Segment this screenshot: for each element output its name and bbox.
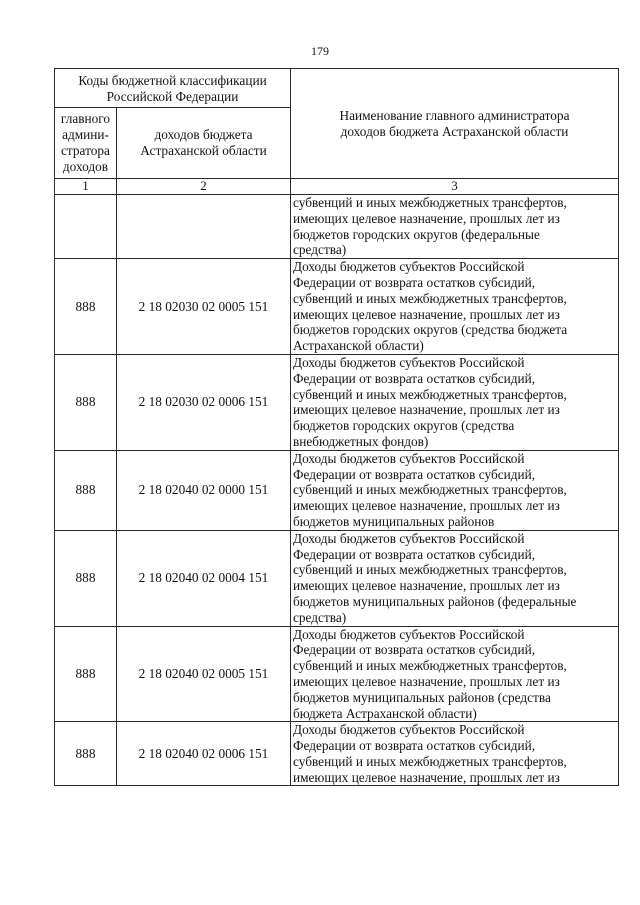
admin-code-cell — [55, 195, 117, 259]
revenue-name-line: имеющих целевое назначение, прошлых лет из — [293, 498, 560, 514]
revenue-name-line: имеющих целевое назначение, прошлых лет из — [293, 306, 560, 322]
revenue-name-cell — [291, 354, 619, 450]
revenue-name-line: Астраханской области) — [293, 338, 424, 354]
revenue-name-line: субвенций и иных межбюджетных трансфертов, — [293, 658, 567, 674]
column-number-2: 2 — [117, 179, 291, 195]
revenue-name-line: Федерации от возврата остатков субсидий, — [293, 274, 536, 290]
revenue-name-line: имеющих целевое назначение, прошлых лет из — [293, 769, 560, 785]
header-codes-group — [55, 69, 291, 108]
admin-code-cell: 888 — [55, 450, 117, 530]
revenue-name-line: имеющих целевое назначение, прошлых лет из — [293, 210, 560, 226]
page-number: 179 — [311, 44, 329, 58]
revenue-name-line: субвенций и иных межбюджетных трансфертов, — [293, 753, 567, 769]
revenue-name-cell — [291, 722, 619, 786]
revenue-name-line: субвенций и иных межбюджетных трансфертов, — [293, 482, 567, 498]
revenue-name-line: субвенций и иных межбюджетных трансфертов, — [293, 195, 567, 210]
admin-code-cell: 888 — [55, 722, 117, 786]
revenue-name-line: бюджета Астраханской области) — [293, 705, 477, 721]
revenue-name-line: средства) — [293, 242, 347, 258]
header-column-name-line: Наименование главного администратора — [339, 107, 570, 123]
revenue-name-line: Доходы бюджетов субъектов Российской — [293, 450, 525, 466]
revenue-code-cell: 2 18 02040 02 0006 151 — [117, 722, 291, 786]
table-row — [55, 195, 619, 259]
header-column-name — [291, 69, 619, 179]
revenue-name-line: бюджетов городских округов (средства бюджета — [293, 322, 568, 338]
admin-code-cell: 888 — [55, 354, 117, 450]
revenue-name-line: бюджетов муниципальных районов — [293, 513, 495, 529]
header-column-code-line: Астраханской области — [140, 143, 267, 158]
table-body — [55, 195, 619, 786]
header-column-admin — [55, 108, 117, 179]
revenue-name-line: бюджетов городских округов (федеральные — [293, 226, 540, 242]
revenue-name-cell — [291, 626, 619, 722]
header-column-admin-line: стратора — [61, 143, 110, 158]
revenue-name-line: Доходы бюджетов субъектов Российской — [293, 259, 525, 275]
revenue-name-line: имеющих целевое назначение, прошлых лет из — [293, 402, 560, 418]
header-codes-group-line: Российской Федерации — [106, 89, 239, 104]
header-codes-group-line: Коды бюджетной классификации — [78, 73, 267, 89]
revenue-name-line: Доходы бюджетов субъектов Российской — [293, 354, 525, 370]
table-row — [55, 530, 619, 626]
table-row — [55, 450, 619, 530]
revenue-name-cell — [291, 530, 619, 626]
header-column-admin-line: админи- — [62, 127, 109, 143]
table-row — [55, 259, 619, 355]
revenue-code-cell: 2 18 02040 02 0004 151 — [117, 530, 291, 626]
header-column-code — [117, 108, 291, 179]
table-row — [55, 722, 619, 786]
header-column-admin-line: доходов — [62, 158, 109, 174]
revenue-name-line: Доходы бюджетов субъектов Российской — [293, 626, 525, 642]
revenue-name-cell — [291, 195, 619, 259]
budget-classification-table — [54, 68, 619, 786]
revenue-code-cell: 2 18 02030 02 0005 151 — [117, 259, 291, 355]
revenue-name-line: Федерации от возврата остатков субсидий, — [293, 466, 536, 482]
revenue-name-line: Федерации от возврата остатков субсидий, — [293, 642, 536, 658]
revenue-name-line: Доходы бюджетов субъектов Российской — [293, 530, 525, 546]
table-row — [55, 626, 619, 722]
revenue-name-line: бюджетов муниципальных районов (федеральные — [293, 593, 577, 609]
revenue-code-cell: 2 18 02040 02 0005 151 — [117, 626, 291, 722]
revenue-code-cell — [117, 195, 291, 259]
admin-code-cell: 888 — [55, 530, 117, 626]
admin-code-cell: 888 — [55, 259, 117, 355]
revenue-name-line: Доходы бюджетов субъектов Российской — [293, 722, 525, 738]
revenue-name-line: Федерации от возврата остатков субсидий, — [293, 738, 536, 754]
revenue-name-line: субвенций и иных межбюджетных трансфертов, — [293, 386, 567, 402]
revenue-name-line: Федерации от возврата остатков субсидий, — [293, 546, 536, 562]
column-number-1: 1 — [55, 179, 117, 195]
header-column-code-line: доходов бюджета — [154, 127, 253, 143]
revenue-name-line: субвенций и иных межбюджетных трансфертов, — [293, 562, 567, 578]
revenue-name-line: бюджетов муниципальных районов (средства — [293, 689, 551, 705]
table-row — [55, 354, 619, 450]
revenue-name-line: Федерации от возврата остатков субсидий, — [293, 370, 536, 386]
revenue-name-line: средства) — [293, 609, 347, 625]
column-number-3: 3 — [291, 179, 619, 195]
revenue-name-line: субвенций и иных межбюджетных трансфертов, — [293, 290, 567, 306]
revenue-name-line: внебюджетных фондов) — [293, 433, 429, 449]
revenue-name-line: имеющих целевое назначение, прошлых лет из — [293, 578, 560, 594]
revenue-name-line: бюджетов городских округов (средства — [293, 418, 515, 434]
header-column-name-line: доходов бюджета Астраханской области — [340, 123, 569, 139]
revenue-name-cell — [291, 450, 619, 530]
header-column-admin-line: главного — [60, 111, 111, 127]
admin-code-cell: 888 — [55, 626, 117, 722]
revenue-code-cell: 2 18 02040 02 0000 151 — [117, 450, 291, 530]
revenue-name-cell — [291, 259, 619, 355]
revenue-name-line: имеющих целевое назначение, прошлых лет из — [293, 673, 560, 689]
revenue-code-cell: 2 18 02030 02 0006 151 — [117, 354, 291, 450]
